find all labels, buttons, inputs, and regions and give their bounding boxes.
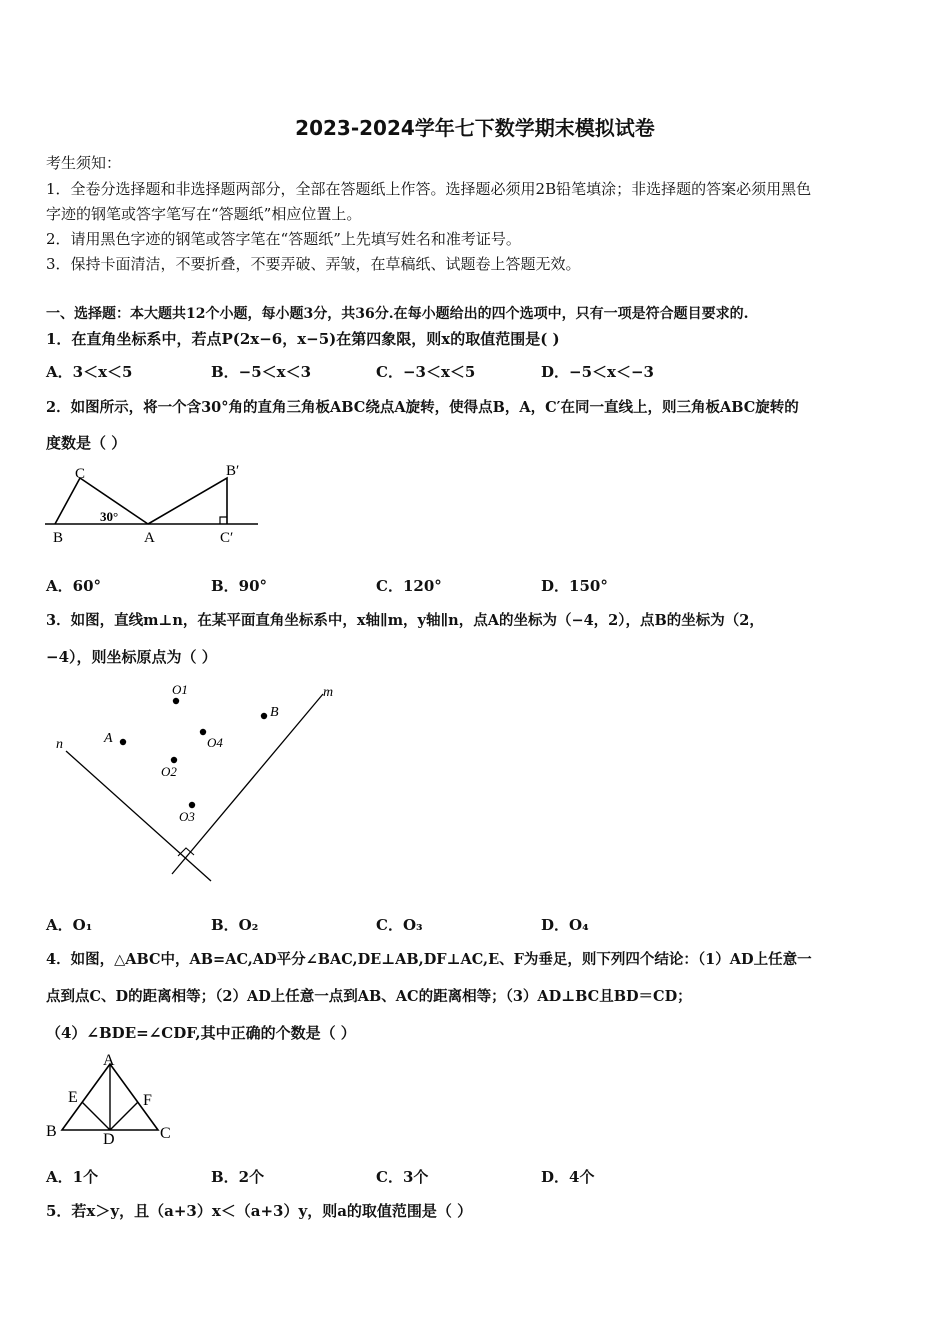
q3-label-o2: O2 [161, 764, 177, 779]
q1-option-a[interactable]: A．3＜x＜5 [46, 363, 133, 381]
q2-figure [40, 458, 270, 548]
q3-label-n: n [56, 737, 63, 752]
page-title: 2023-2024学年七下数学期末模拟试卷 [295, 116, 655, 140]
q4-label-b: B [46, 1123, 57, 1140]
question-4-cont: 点到点C、D的距离相等；（2）AD上任意一点到AB、AC的距离相等；（3）AD⊥BC且BD＝CD； [46, 988, 692, 1005]
q4-option-c[interactable]: C．3个 [376, 1168, 429, 1186]
q2-option-a[interactable]: A．60° [46, 577, 102, 595]
q4-label-a: A [103, 1052, 115, 1069]
q4-figure [40, 1050, 190, 1148]
q3-option-a[interactable]: A．O₁ [46, 916, 93, 934]
q2-option-b[interactable]: B．90° [211, 577, 268, 595]
section-heading: 一、选择题：本大题共12个小题，每小题3分，共36分.在每小题给出的四个选项中，只有一项是符合题目要求的. [46, 306, 749, 322]
q3-label-a: A [104, 731, 113, 746]
q3-label-o4: O4 [207, 735, 223, 750]
q2-option-c[interactable]: C．120° [376, 577, 442, 595]
q2-label-b-prime: B′ [226, 463, 240, 479]
q3-figure [48, 676, 348, 891]
q1-option-c[interactable]: C．−3＜x＜5 [376, 363, 476, 381]
question-5: 5．若x＞y，且（a+3）x＜（a+3）y，则a的取值范围是（ ） [46, 1202, 473, 1220]
q3-label-o1: O1 [172, 682, 188, 697]
notice-item: 字迹的钢笔或答字笔写在“答题纸”相应位置上。 [46, 205, 362, 223]
q3-option-c[interactable]: C．O₃ [376, 916, 423, 934]
q1-option-d[interactable]: D．−5＜x＜−3 [541, 363, 654, 381]
notice-item: 3．保持卡面清洁，不要折叠，不要弄破、弄皱，在草稿纸、试题卷上答题无效。 [46, 255, 581, 273]
q2-label-b: B [53, 530, 64, 546]
notice-item: 2．请用黑色字迹的钢笔或答字笔在“答题纸”上先填写姓名和准考证号。 [46, 230, 521, 248]
q2-label-a: A [144, 530, 155, 546]
q4-option-d[interactable]: D．4个 [541, 1168, 595, 1186]
q4-label-c: C [160, 1125, 171, 1142]
question-2: 2．如图所示，将一个含30°角的直角三角板ABC绕点A旋转，使得点B，A，C′在同一直线上，则三角板ABC旋转的 [46, 399, 799, 416]
q4-option-b[interactable]: B．2个 [211, 1168, 265, 1186]
question-3-cont: −4），则坐标原点为（ ） [46, 648, 217, 666]
question-3: 3．如图，直线m⊥n，在某平面直角坐标系中，x轴∥m，y轴∥n，点A的坐标为（−4，2），点B的坐标为（2， [46, 612, 764, 629]
q2-label-c: C [75, 466, 86, 482]
question-1: 1．在直角坐标系中，若点P(2x−6，x−5)在第四象限，则x的取值范围是( ) [46, 330, 560, 348]
q4-option-a[interactable]: A．1个 [46, 1168, 99, 1186]
q1-option-b[interactable]: B．−5＜x＜3 [211, 363, 312, 381]
q4-label-e: E [68, 1089, 78, 1106]
q2-label-angle: 30° [100, 509, 119, 524]
q3-option-b[interactable]: B．O₂ [211, 916, 259, 934]
q3-label-o3: O3 [179, 809, 195, 824]
q3-label-m: m [323, 685, 334, 700]
q3-label-b: B [270, 705, 279, 720]
q2-label-c-prime: C′ [220, 530, 234, 546]
q3-option-d[interactable]: D．O₄ [541, 916, 589, 934]
q4-label-d: D [103, 1131, 115, 1148]
notice-item: 1．全卷分选择题和非选择题两部分，全部在答题纸上作答。选择题必须用2B铅笔填涂；非选择题的答案必须用黑色 [46, 180, 812, 198]
question-4-cont: （4）∠BDE=∠CDF,其中正确的个数是（ ） [46, 1024, 356, 1042]
question-4: 4．如图，△ABC中，AB=AC,AD平分∠BAC,DE⊥AB,DF⊥AC,E、F为垂足，则下列四个结论：（1）AD上任意一 [46, 951, 812, 968]
q4-label-f: F [143, 1092, 152, 1109]
question-2-cont: 度数是（ ） [46, 434, 127, 452]
notice-heading: 考生须知： [46, 154, 122, 172]
q2-option-d[interactable]: D．150° [541, 577, 608, 595]
